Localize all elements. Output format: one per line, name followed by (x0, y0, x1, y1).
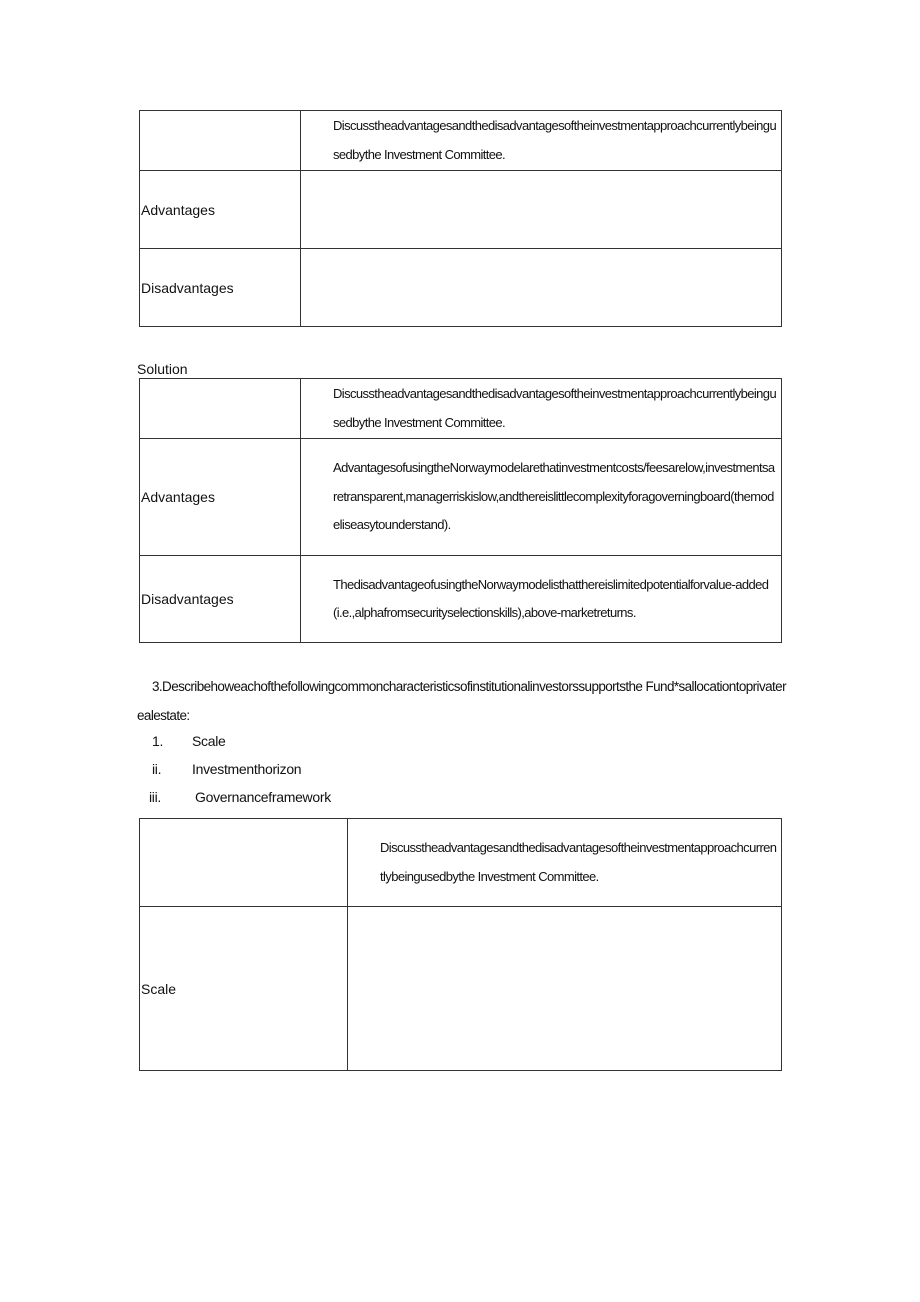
table-row (140, 249, 782, 327)
question-cell (348, 819, 782, 907)
question-cell (301, 379, 782, 439)
row-label-scale: Scale (140, 907, 348, 1071)
empty-header-cell (140, 819, 348, 907)
table-header-row (140, 379, 782, 439)
table-row (140, 907, 782, 1071)
solution-table (139, 378, 782, 643)
table-row (140, 439, 782, 556)
list-marker: iii. (149, 789, 162, 805)
answer-cell-disadvantages (301, 556, 782, 643)
question-3-text: 3.Describehoweachofthefollowingcommoncharacteristicsofinstitutionalinvestorssupportsthe Fund*sallocationtoprivaterealestate: (137, 679, 786, 723)
table-row (140, 556, 782, 643)
list-label: Scale (192, 733, 226, 749)
question-3 (137, 672, 787, 730)
empty-header-cell (140, 379, 301, 439)
empty-header-cell (140, 111, 301, 171)
question-table-3 (139, 818, 782, 1071)
answer-cell-advantages[interactable] (301, 171, 782, 249)
row-label-advantages: Advantages (140, 171, 301, 249)
list-label: Governanceframework (195, 789, 331, 805)
question-text: Discusstheadvantagesandthedisadvantagesoftheinvestmentapproachcurrentlybeingusedbythe Investment Committee. (380, 840, 777, 884)
question-text: Discusstheadvantagesandthedisadvantagesoftheinvestmentapproachcurrentlybeingusedbythe Investment Committee. (333, 386, 777, 430)
answer-cell-scale[interactable] (348, 907, 782, 1071)
list-label: Investmenthorizon (192, 761, 302, 777)
answer-text: AdvantagesofusingtheNorwaymodelarethatinvestmentcosts/feesarelow,investmentsaretransparent,managerriskislow,andthereislittlecomplexityforagoverningboard(themodeliseasytounderstand). (333, 460, 775, 533)
solution-heading: Solution (137, 361, 188, 377)
table-header-row (140, 819, 782, 907)
row-label-disadvantages: Disadvantages (140, 249, 301, 327)
question-text: Discusstheadvantagesandthedisadvantagesoftheinvestmentapproachcurrentlybeingusedbythe Investment Committee. (333, 118, 777, 162)
answer-cell-disadvantages[interactable] (301, 249, 782, 327)
table-row (140, 171, 782, 249)
row-label-advantages: Advantages (140, 439, 301, 556)
answer-cell-advantages (301, 439, 782, 556)
answer-text: ThedisadvantageofusingtheNorwaymodelisthatthereislimitedpotentialforvalue-added(i.e.,alphafromsecurityselectionskills),above-marketreturns. (333, 576, 769, 620)
row-label-disadvantages: Disadvantages (140, 556, 301, 643)
list-marker: ii. (152, 761, 162, 777)
question-cell (301, 111, 782, 171)
table-header-row (140, 111, 782, 171)
question-table-1 (139, 110, 782, 327)
list-marker: 1. (152, 733, 164, 749)
